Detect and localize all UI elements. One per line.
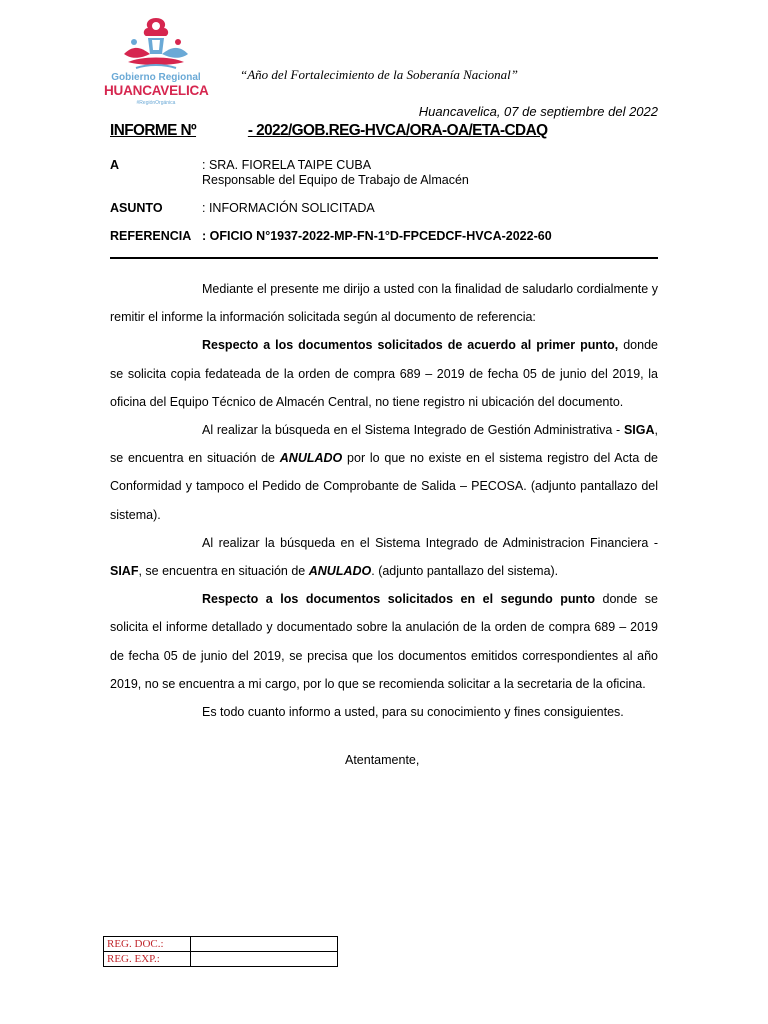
- report-title-prefix: INFORME Nº: [110, 122, 197, 139]
- year-motto: “Año del Fortalecimiento de la Soberanía Nacional”: [240, 67, 519, 82]
- reg-exp-label: REG. EXP.:: [104, 952, 191, 967]
- field-reference-value: : OFICIO N°1937-2022-MP-FN-1°D-FPCEDCF-HVCA-2022-60: [202, 229, 552, 243]
- reg-doc-label: REG. DOC.:: [104, 937, 191, 952]
- reg-doc-value: [191, 937, 338, 952]
- paragraph-5-bold: Respecto a los documentos solicitados en el segundo punto: [202, 592, 595, 607]
- anulado-text-2: ANULADO: [308, 564, 372, 579]
- paragraph-4: [110, 529, 658, 585]
- header-divider: [110, 257, 658, 259]
- paragraph-3: [110, 416, 658, 529]
- field-recipient-label: A: [110, 158, 120, 172]
- field-subject-label: ASUNTO: [110, 201, 163, 215]
- paragraph-5-rest: donde se solicita el informe detallado y documentado sobre la anulación de la orden de compra 689 – 2019 de fecha 05 de junio del 2019, se precisa que los documentos emitidos correspondientes al año 2019, no se encuentra a mi cargo, por lo que se recomienda solicitar a la secretaria de la oficina.: [110, 592, 658, 691]
- paragraph-3-c: por lo que no existe en el sistema registro del Acta de Conformidad y tampoco el Pedido de Comprobante de Salida – PECOSA. (adjunto pantallazo del sistema).: [110, 451, 658, 522]
- field-reference-label: REFERENCIA: [110, 229, 192, 243]
- logo: [104, 14, 208, 106]
- paragraph-4-c: . (adjunto pantallazo del sistema).: [371, 564, 559, 579]
- logo-line-2: HUANCAVELICA: [104, 83, 209, 98]
- paragraph-3-b: , se encuentra en situación de: [110, 423, 658, 466]
- report-title-number: - 2022/GOB.REG-HVCA/ORA-OA/ETA-CDAQ: [247, 122, 548, 139]
- reg-exp-value: [191, 952, 338, 967]
- paragraph-1: Mediante el presente me dirijo a usted con la finalidad de saludarlo cordialmente y remitir el informe la información solicitada según al documento de referencia:: [110, 282, 658, 325]
- report-title: [110, 122, 547, 140]
- reg-doc-row: [104, 937, 338, 952]
- report-body: [110, 275, 658, 726]
- regional-emblem-icon: [118, 14, 194, 72]
- paragraph-4-a: Al realizar la búsqueda en el Sistema Integrado de Administracion Financiera -: [202, 535, 658, 550]
- anulado-text-1: ANULADO: [279, 451, 343, 466]
- closing-text: Atentamente,: [345, 753, 420, 767]
- field-recipient-name: : SRA. FIORELA TAIPE CUBA: [202, 158, 372, 172]
- field-recipient-role-text: Responsable del Equipo de Trabajo de Almacén: [202, 173, 469, 187]
- paragraph-5: [110, 585, 658, 698]
- field-subject-value: : INFORMACIÓN SOLICITADA: [202, 201, 375, 215]
- paragraph-2-bold: Respecto a los documentos solicitados de acuerdo al primer punto,: [202, 338, 619, 353]
- paragraph-2-rest: donde se solicita copia fedateada de la orden de compra 689 – 2019 de fecha 05 de junio del 2019, la oficina del Equipo Técnico de Almacén Central, no tiene registro ni ubicación del documento.: [110, 338, 658, 409]
- logo-line-3: #RegiónOrgánica: [136, 100, 176, 106]
- paragraph-4-b: , se encuentra en situación de: [138, 564, 309, 579]
- paragraph-3-a: Al realizar la búsqueda en el Sistema Integrado de Gestión Administrativa -: [202, 423, 624, 438]
- logo-line-1: Gobierno Regional: [111, 72, 201, 83]
- siga-text: SIGA: [623, 423, 655, 438]
- place-date: Huancavelica, 07 de septiembre del 2022: [418, 104, 658, 119]
- reg-exp-row: [104, 952, 338, 967]
- paragraph-2: [110, 331, 658, 416]
- registration-table: [103, 936, 338, 967]
- siaf-text: SIAF: [110, 564, 139, 579]
- paragraph-6: Es todo cuanto informo a usted, para su conocimiento y fines consiguientes.: [202, 705, 624, 720]
